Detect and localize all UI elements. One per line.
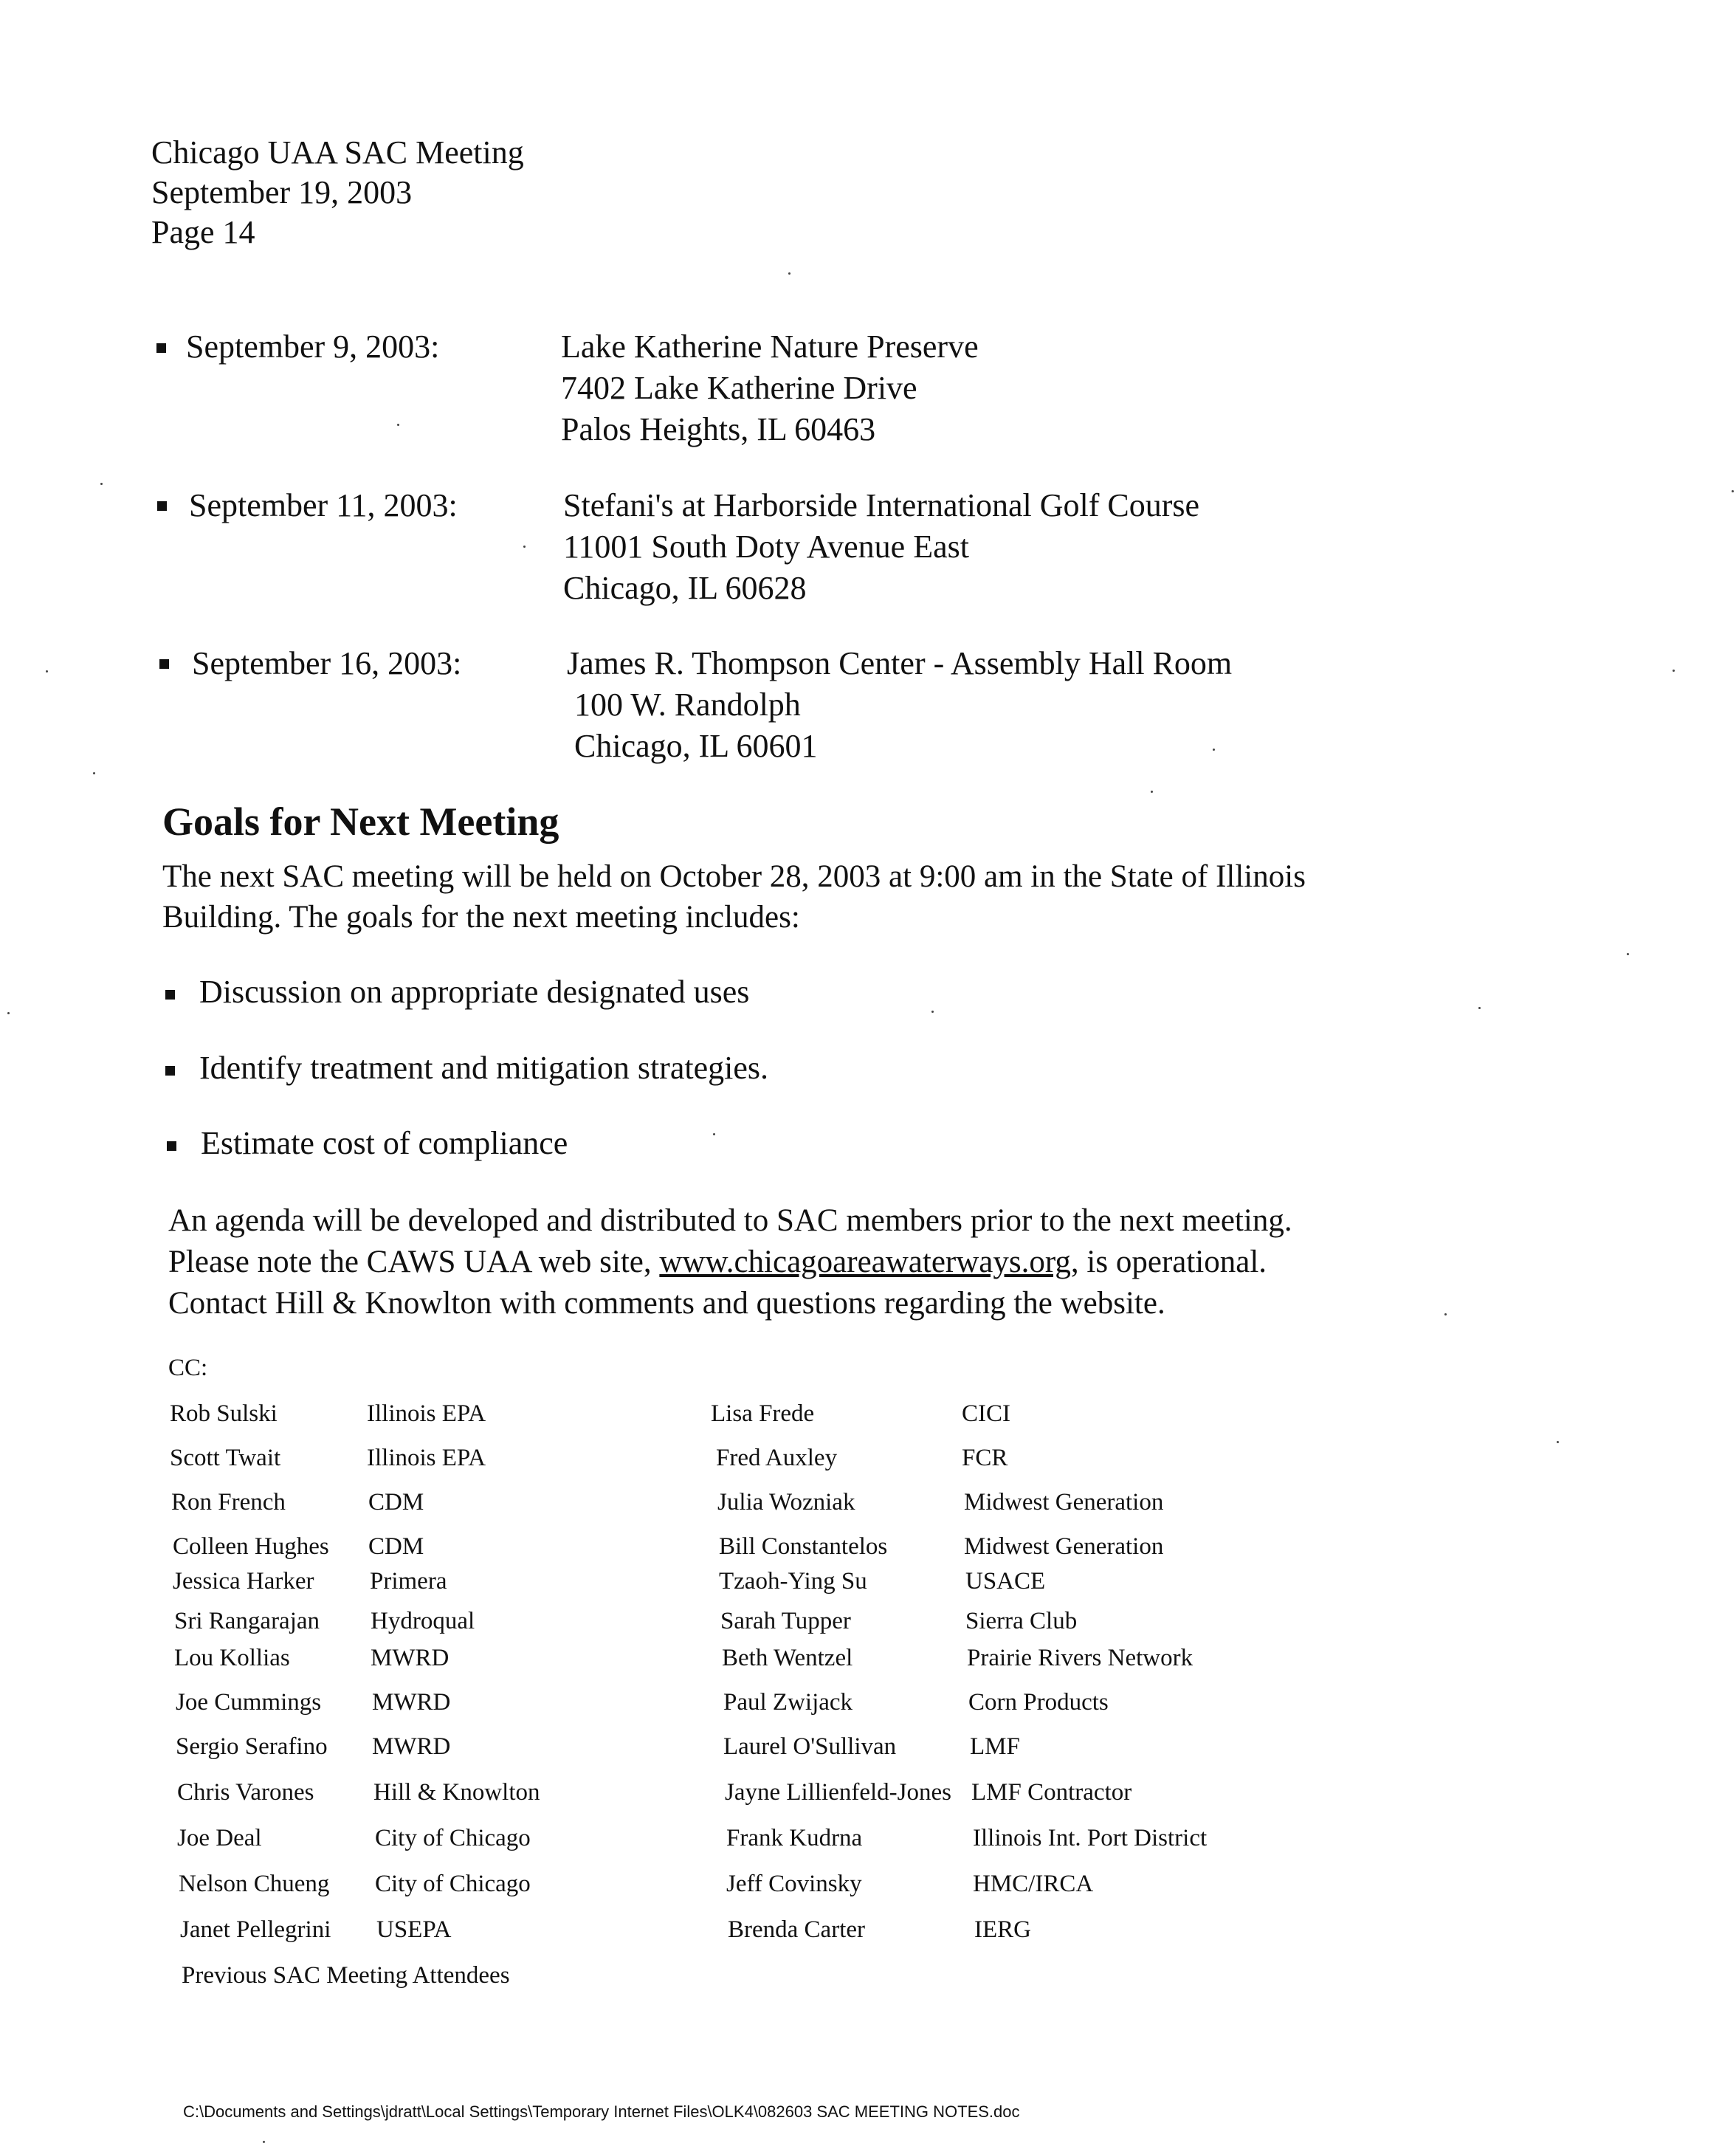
cc-organization: USACE: [965, 1568, 1046, 1595]
cc-name: Nelson Chueng: [179, 1871, 330, 1897]
cc-organization: Sierra Club: [965, 1608, 1078, 1634]
scan-speck: [100, 483, 103, 485]
cc-name: Frank Kudrna: [726, 1825, 863, 1851]
location-name: Stefani's at Harborside International Golf Course: [563, 487, 1200, 523]
cc-organization: CDM: [368, 1533, 424, 1560]
cc-organization: Midwest Generation: [964, 1533, 1164, 1560]
cc-organization: City of Chicago: [375, 1871, 531, 1897]
cc-name: Sri Rangarajan: [174, 1608, 320, 1634]
scan-speck: [1478, 1007, 1481, 1009]
location-date: September 16, 2003:: [192, 645, 462, 681]
cc-organization: Illinois Int. Port District: [973, 1825, 1208, 1851]
document-title: Chicago UAA SAC Meeting: [151, 134, 524, 171]
scan-speck: [1673, 670, 1675, 672]
closing-line: [168, 1242, 1267, 1283]
cc-organization: Illinois EPA: [367, 1445, 486, 1471]
cc-organization: Corn Products: [968, 1689, 1109, 1716]
cc-organization: MWRD: [372, 1689, 451, 1716]
scan-speck: [1732, 490, 1734, 492]
cc-name: Joe Deal: [177, 1825, 262, 1851]
cc-organization: LMF Contractor: [971, 1779, 1132, 1806]
cc-organization: FCR: [962, 1445, 1008, 1471]
scan-speck: [931, 1011, 934, 1013]
scan-speck: [523, 546, 526, 548]
cc-name: Bill Constantelos: [719, 1533, 888, 1560]
closing-line: An agenda will be developed and distributed to SAC members prior to the next meeting.: [168, 1203, 1292, 1238]
document-date: September 19, 2003: [151, 174, 413, 210]
cc-organization: Primera: [370, 1568, 447, 1595]
cc-organization: MWRD: [372, 1733, 451, 1760]
goal-item: Identify treatment and mitigation strategies.: [199, 1050, 768, 1086]
goal-item: Discussion on appropriate designated uses: [199, 974, 750, 1010]
bullet-icon: [165, 990, 175, 1000]
cc-name: Sarah Tupper: [720, 1608, 851, 1634]
cc-name: Lou Kollias: [174, 1645, 290, 1671]
cc-organization: Illinois EPA: [367, 1400, 486, 1427]
closing-text: , is operational.: [1070, 1245, 1267, 1279]
cc-organization: Hill & Knowlton: [373, 1779, 540, 1806]
closing-line: Contact Hill & Knowlton with comments and questions regarding the website.: [168, 1286, 1165, 1321]
location-address: 100 W. Randolph: [574, 687, 801, 723]
file-path-footer: C:\Documents and Settings\jdratt\Local Settings\Temporary Internet Files\OLK4\082603 SAC MEETING NOTES.doc: [183, 2102, 1020, 2121]
scan-speck: [1213, 749, 1215, 751]
bullet-icon: [167, 1141, 176, 1151]
bullet-icon: [156, 343, 166, 353]
cc-organization: USEPA: [376, 1916, 452, 1943]
cc-name: Jessica Harker: [173, 1568, 314, 1595]
cc-organization: LMF: [970, 1733, 1020, 1760]
scan-speck: [1557, 1441, 1559, 1443]
scan-speck: [397, 424, 399, 426]
cc-organization: City of Chicago: [375, 1825, 531, 1851]
cc-name: Brenda Carter: [728, 1916, 865, 1943]
cc-name: Paul Zwijack: [723, 1689, 853, 1716]
website-link[interactable]: www.chicagoareawaterways.org: [659, 1245, 1071, 1279]
scan-speck: [1151, 791, 1153, 793]
location-address: 11001 South Doty Avenue East: [563, 529, 969, 565]
goal-item: Estimate cost of compliance: [201, 1125, 568, 1161]
location-name: James R. Thompson Center - Assembly Hall Room: [567, 645, 1233, 681]
cc-organization: HMC/IRCA: [973, 1871, 1094, 1897]
intro-paragraph-line: The next SAC meeting will be held on October 28, 2003 at 9:00 am in the State of Illinois: [162, 859, 1306, 894]
location-city: Palos Heights, IL 60463: [561, 411, 876, 447]
scan-speck: [713, 1133, 715, 1135]
cc-name: Sergio Serafino: [176, 1733, 328, 1760]
bullet-icon: [159, 659, 169, 669]
closing-text: Please note the CAWS UAA web site,: [168, 1245, 660, 1279]
section-heading: Goals for Next Meeting: [162, 799, 559, 844]
cc-footer-note: Previous SAC Meeting Attendees: [182, 1962, 510, 1989]
cc-organization: IERG: [974, 1916, 1031, 1943]
location-city: Chicago, IL 60601: [574, 728, 818, 764]
cc-name: Rob Sulski: [170, 1400, 278, 1427]
intro-paragraph-line: Building. The goals for the next meeting includes:: [162, 900, 800, 935]
location-date: September 9, 2003:: [186, 328, 440, 365]
cc-name: Laurel O'Sullivan: [723, 1733, 897, 1760]
cc-name: Beth Wentzel: [722, 1645, 853, 1671]
location-date: September 11, 2003:: [189, 487, 458, 523]
cc-name: Tzaoh-Ying Su: [719, 1568, 867, 1595]
scan-speck: [788, 272, 790, 275]
cc-label: CC:: [168, 1355, 208, 1381]
scan-speck: [93, 772, 95, 774]
scan-speck: [1444, 1313, 1447, 1315]
cc-organization: Midwest Generation: [964, 1489, 1164, 1516]
cc-name: Julia Wozniak: [717, 1489, 855, 1516]
cc-organization: Prairie Rivers Network: [967, 1645, 1194, 1671]
location-name: Lake Katherine Nature Preserve: [561, 328, 979, 365]
cc-name: Jayne Lillienfeld-Jones: [725, 1779, 951, 1806]
bullet-icon: [165, 1066, 175, 1076]
scan-speck: [1627, 953, 1629, 955]
bullet-icon: [157, 501, 167, 511]
cc-organization: MWRD: [371, 1645, 450, 1671]
location-city: Chicago, IL 60628: [563, 570, 807, 606]
scan-speck: [46, 670, 48, 673]
page-number: Page 14: [151, 214, 255, 250]
cc-name: Joe Cummings: [176, 1689, 322, 1716]
scan-speck: [7, 1012, 10, 1014]
cc-name: Ron French: [171, 1489, 286, 1516]
location-address: 7402 Lake Katherine Drive: [561, 370, 917, 406]
cc-organization: CICI: [962, 1400, 1010, 1427]
cc-organization: Hydroqual: [371, 1608, 475, 1634]
cc-name: Scott Twait: [170, 1445, 281, 1471]
cc-organization: CDM: [368, 1489, 424, 1516]
cc-name: Fred Auxley: [716, 1445, 838, 1471]
cc-name: Colleen Hughes: [173, 1533, 329, 1560]
cc-name: Jeff Covinsky: [726, 1871, 862, 1897]
cc-name: Chris Varones: [177, 1779, 314, 1806]
cc-name: Janet Pellegrini: [180, 1916, 331, 1943]
cc-name: Lisa Frede: [711, 1400, 815, 1427]
